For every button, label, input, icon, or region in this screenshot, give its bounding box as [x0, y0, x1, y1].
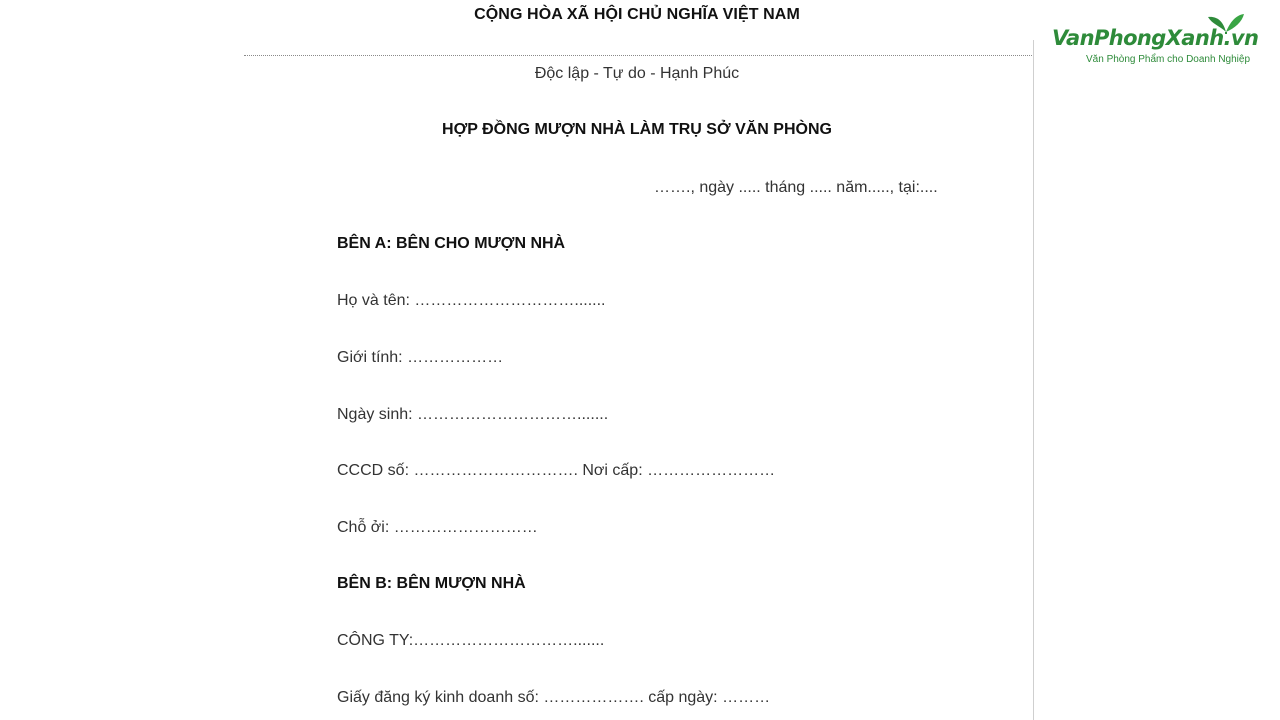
- party-a-address: Chỗ ởi: ………………………: [337, 519, 538, 536]
- document-title: HỢP ĐỒNG MƯỢN NHÀ LÀM TRỤ SỞ VĂN PHÒNG: [442, 121, 832, 138]
- party-a-full-name: Họ và tên: ………………………….......: [337, 292, 606, 309]
- party-b-heading: BÊN B: BÊN MƯỢN NHÀ: [337, 575, 526, 592]
- logo-wordmark: VanPhongXanh.vn: [1052, 26, 1259, 50]
- party-a-birth-date: Ngày sinh: ………………………….......: [337, 406, 609, 423]
- dotted-divider: [244, 55, 1034, 56]
- nation-header: CỘNG HÒA XÃ HỘI CHỦ NGHĨA VIỆT NAM: [474, 6, 800, 23]
- logo-tagline: Văn Phòng Phẩm cho Doanh Nghiệp: [1086, 54, 1251, 65]
- party-a-id-card: CCCD số: …………………………. Nơi cấp: ……………………: [337, 462, 776, 479]
- party-a-gender: Giới tính: ………………: [337, 349, 504, 366]
- date-place-line: ……., ngày ..... tháng ..... năm....., tại:....: [654, 179, 938, 196]
- party-b-business-license: Giấy đăng ký kinh doanh số: ………………. cấp ngày: ………: [337, 689, 771, 706]
- brand-logo[interactable]: [1050, 12, 1266, 72]
- party-a-heading: BÊN A: BÊN CHO MƯỢN NHÀ: [337, 235, 566, 252]
- party-b-company: CÔNG TY:………………………….......: [337, 632, 605, 649]
- page-edge-divider: [1033, 40, 1034, 720]
- motto: Độc lập - Tự do - Hạnh Phúc: [534, 65, 740, 82]
